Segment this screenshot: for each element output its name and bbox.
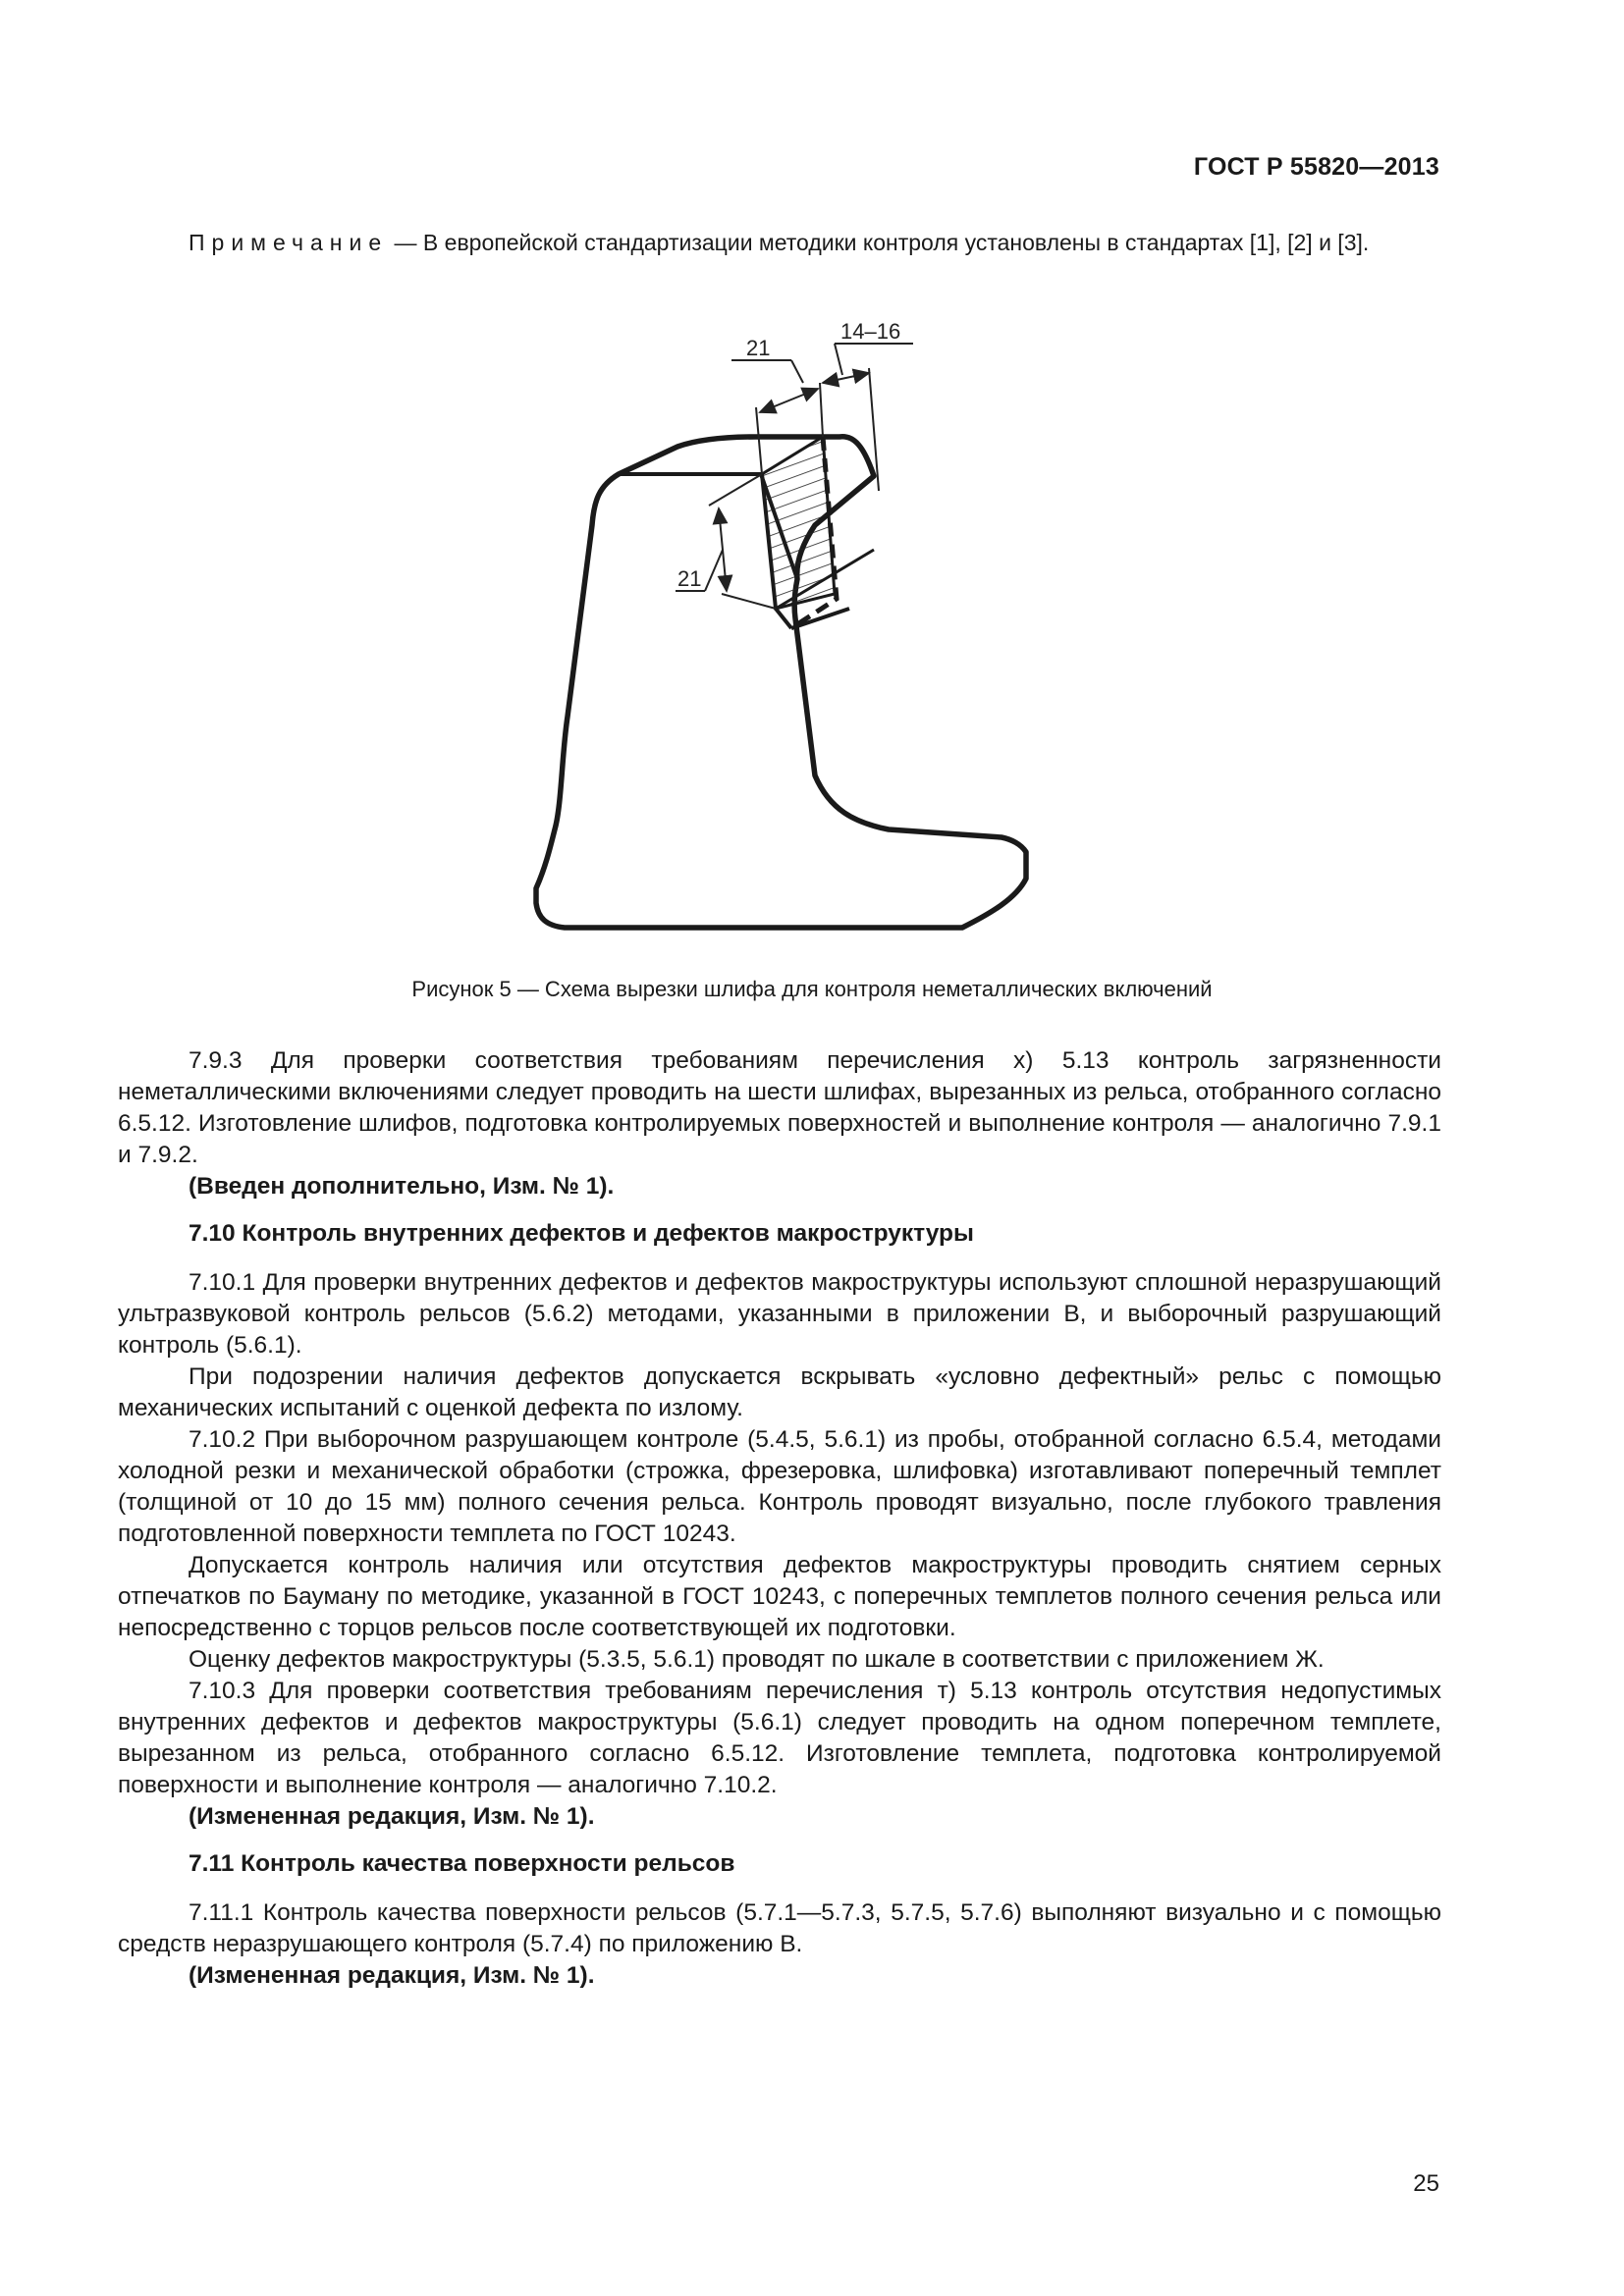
paragraph-7-10-2: 7.10.2 При выборочном разрушающем контроле (5.4.5, 5.6.1) из пробы, отобранной согласно 6.5.4, методами холодной резки и механической обработки (строжка, фрезеровка, шлифовка) изготавливают поперечный темплет (толщиной от 10 до 15 мм) полного сечения рельса. Контроль проводят визуально, после глубокого травления подготовленной поверхности темплета по ГОСТ 10243. [118,1426,1441,1547]
dim-top-right: 14–16 [840,319,901,344]
amendment-7-11-1: (Измененная редакция, Изм. № 1). [189,1962,595,1989]
amendment-7-10-3: (Измененная редакция, Изм. № 1). [189,1803,595,1830]
paragraph-7-10-2c: Оценку дефектов макроструктуры (5.3.5, 5.6.1) проводят по шкале в соответствии с приложением Ж. [189,1646,1325,1673]
dim-side: 21 [677,566,702,591]
section-7-11-heading: 7.11 Контроль качества поверхности рельсов [189,1850,735,1877]
figure-5-rail-section [0,314,1624,962]
body-text [118,1045,1441,1992]
paragraph-7-10-2b: Допускается контроль наличия или отсутствия дефектов макроструктуры проводить снятием серных отпечатков по Бауману по методике, указанной в ГОСТ 10243, с поперечных темплетов полного сечения рельса или непосредственно с торцов рельсов после соответствующей их подготовки. [118,1552,1441,1641]
paragraph-7-10-1b: При подозрении наличия дефектов допускается вскрывать «условно дефектный» рельс с помощью механических испытаний с оценкой дефекта по излому. [118,1363,1441,1421]
page-number: 25 [1413,2170,1439,2197]
paragraph-7-10-1: 7.10.1 Для проверки внутренних дефектов и дефектов макроструктуры используют сплошной неразрушающий ультразвуковой контроль рельсов (5.6.2) методами, указанными в приложении В, и выборочный разрушающий контроль (5.6.1). [118,1269,1441,1359]
note-paragraph [118,228,1441,257]
paragraph-7-9-3: 7.9.3 Для проверки соответствия требованиям перечисления х) 5.13 контроль загрязненности неметаллическими включениями следует проводить на шести шлифах, вырезанных из рельса, отобранного согласно 6.5.12. Изготовление шлифов, подготовка контролируемых поверхностей и выполнение контроля — аналогично 7.9.1 и 7.9.2. [118,1047,1441,1168]
section-7-10-heading: 7.10 Контроль внутренних дефектов и дефектов макроструктуры [189,1220,974,1247]
figure-caption: Рисунок 5 — Схема вырезки шлифа для контроля неметаллических включений [411,977,1213,1001]
document-header: ГОСТ Р 55820—2013 [1193,153,1439,181]
note-label: Примечание [189,230,389,255]
dim-top-left: 21 [746,336,771,360]
amendment-7-9-3: (Введен дополнительно, Изм. № 1). [189,1173,615,1200]
note-text: — В европейской стандартизации методики контроля установлены в стандартах [1], [2] и [3]. [388,230,1370,255]
rail-drawing [0,314,1624,962]
paragraph-7-11-1: 7.11.1 Контроль качества поверхности рельсов (5.7.1—5.7.3, 5.7.5, 5.7.6) выполняют визуально и с помощью средств неразрушающего контроля (5.7.4) по приложению В. [118,1899,1441,1957]
paragraph-7-10-3: 7.10.3 Для проверки соответствия требованиям перечисления т) 5.13 контроль отсутствия недопустимых внутренних дефектов и дефектов макроструктуры (5.6.1) следует проводить на одном поперечном темплете, вырезанном из рельса, отобранного согласно 6.5.12. Изготовление темплета, подготовка контролируемой поверхности и выполнение контроля — аналогично 7.10.2. [118,1678,1441,1798]
